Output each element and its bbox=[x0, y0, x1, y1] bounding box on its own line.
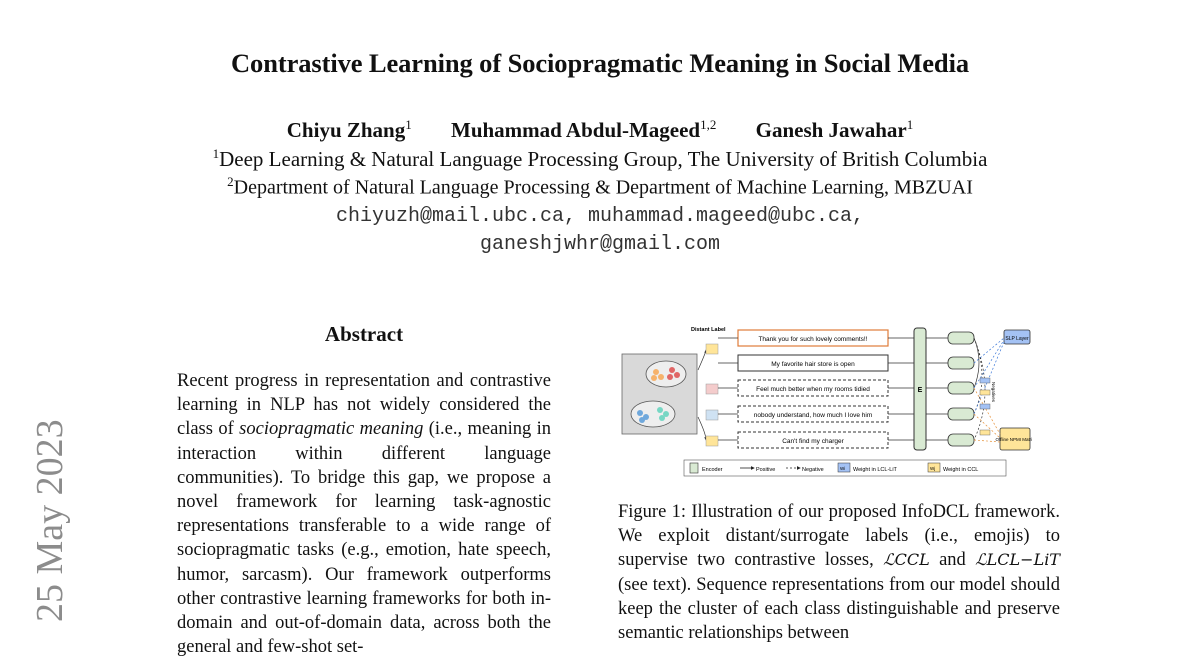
caption-part-3: (see text). Sequence representations from our model should keep the cluster of each class distinguishable and preserve semantic relationships between bbox=[618, 574, 1060, 644]
author-1 bbox=[287, 118, 412, 142]
legend-wi: Wi bbox=[840, 466, 846, 471]
abstract-part-2: (i.e., meaning in interaction within different language communities). To bridge this gap, we propose a novel framework for learning task-agnostic representations transferable to a wide range of sociopragmatic tasks (e.g., emotion, hate speech, humor, sarcasm). Our framework outperforms other contrastive learning frameworks for both in-domain and out-of-domain data, across both the general and few-shot set- bbox=[177, 419, 552, 658]
caption-part-2: and bbox=[929, 550, 976, 571]
representation-vectors bbox=[948, 332, 974, 446]
legend-encoder-swatch bbox=[690, 463, 698, 473]
arxiv-date-text: 25 May 2023 bbox=[29, 419, 71, 622]
figure-1 bbox=[618, 322, 1032, 480]
npmi-matrix-label: Offline NPMI Matrix bbox=[995, 437, 1032, 442]
affiliation-1 bbox=[0, 146, 1200, 172]
author-name: Chiyu Zhang bbox=[286, 118, 406, 142]
sentence-5: Can't find my charger bbox=[782, 438, 844, 445]
author-2 bbox=[451, 118, 716, 142]
email-line-1[interactable]: chiyuzh@mail.ubc.ca, muhammad.mageed@ubc.ca, bbox=[335, 205, 865, 228]
sentence-2: My favorite hair store is open bbox=[771, 361, 855, 368]
cluster-ellipse bbox=[646, 361, 686, 387]
author-affiliation-mark: 1 bbox=[906, 117, 914, 132]
legend-positive: Positive bbox=[756, 467, 776, 473]
loss-ccl: ℒCCL bbox=[883, 550, 930, 570]
emoji-labels bbox=[706, 344, 718, 446]
legend-encoder: Encoder bbox=[702, 467, 723, 473]
legend-weight-lcl: Weight in LCL-LiT bbox=[853, 467, 897, 473]
encoder-output-lines bbox=[926, 338, 948, 440]
abstract-part-1: Recent progress in representation and contrastive learning in NLP has not widely considered the class of bbox=[177, 371, 551, 440]
sentence-1: Thank you for such lovely comments!! bbox=[758, 336, 868, 343]
figure-caption bbox=[618, 500, 1060, 645]
legend-weight-ccl: Weight in CCL bbox=[943, 467, 979, 473]
author-3 bbox=[756, 118, 914, 142]
legend-negative: Negative bbox=[802, 467, 824, 473]
author-list bbox=[0, 117, 1200, 143]
sentence-3: Feel much better when my rooms tidied bbox=[756, 386, 870, 393]
sentence-4: nobody understand, how much I love him bbox=[753, 412, 873, 419]
abstract-heading: Abstract bbox=[324, 322, 404, 346]
author-affiliation-mark: 1,2 bbox=[700, 117, 717, 132]
author-name: Muhammad Abdul-Mageed bbox=[451, 118, 701, 142]
loss-lcl-lit: ℒLCL−LiT bbox=[975, 550, 1060, 570]
negatives-label: Negatives bbox=[991, 382, 996, 403]
paper-title: Contrastive Learning of Sociopragmatic Meaning in Social Media bbox=[231, 48, 969, 78]
encoder-letter: E bbox=[917, 387, 923, 394]
abstract-text bbox=[177, 369, 551, 659]
arxiv-date-stamp bbox=[28, 410, 74, 640]
infodcl-diagram bbox=[618, 322, 1032, 480]
caption-part-1: Figure 1: Illustration of our proposed InfoDCL framework. We exploit distant/surrogate labels (i.e., emojis) to supervise two contrastive losses, bbox=[618, 502, 1060, 571]
abstract-emphasis: sociopragmatic meaning bbox=[239, 419, 424, 440]
author-affiliation-mark: 1 bbox=[405, 117, 412, 132]
distant-label-text: Distant Label bbox=[691, 327, 726, 333]
slp-layer-label: SLP Layer bbox=[1005, 336, 1029, 342]
affiliation-2 bbox=[0, 174, 1200, 200]
affiliation-text: Department of Natural Language Processing & Department of Machine Learning, MBZUAI bbox=[233, 176, 973, 199]
legend-wj: Wj bbox=[930, 466, 936, 471]
affiliation-mark: 2 bbox=[227, 174, 234, 189]
affiliation-mark: 1 bbox=[212, 146, 220, 161]
author-name: Ganesh Jawahar bbox=[755, 118, 907, 142]
email-line-2[interactable]: ganeshjwhr@gmail.com bbox=[479, 233, 721, 256]
affiliation-text: Deep Learning & Natural Language Processing Group, The University of British Columbia bbox=[219, 147, 988, 171]
